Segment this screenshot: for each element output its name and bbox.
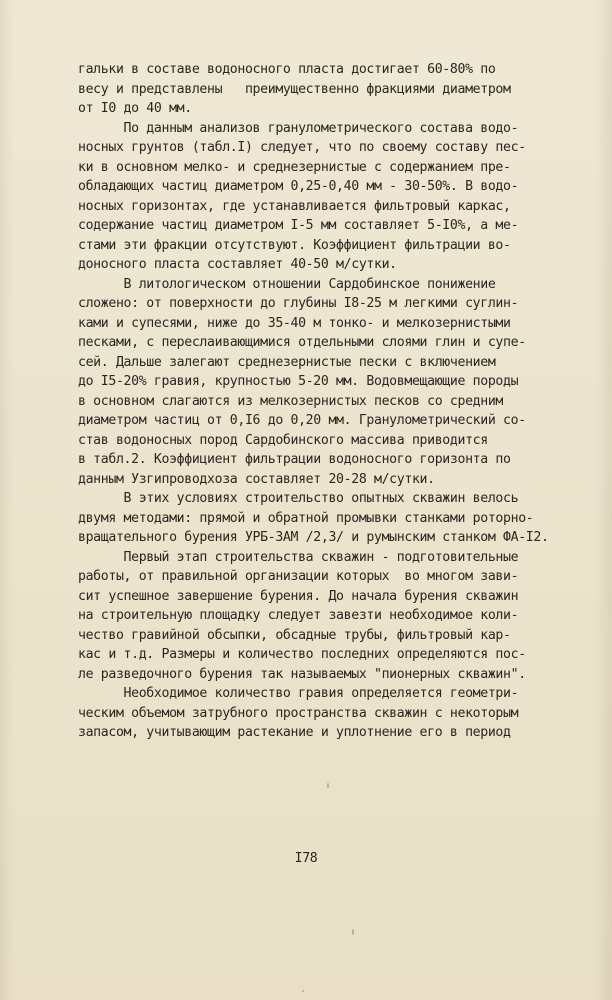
text-line: носных грунтов (табл.I) следует, что по своему составу пес- (78, 140, 526, 155)
text-line: до I5-20% гравия, крупностью 5-20 мм. Водовмещающие породы (78, 374, 519, 389)
text-line: содержание частиц диаметром I-5 мм составляет 5-I0%, а ме- (78, 218, 519, 233)
text-line: на строительную площадку следует завезти необходимое коли- (78, 608, 519, 623)
text-line: двумя методами: прямой и обратной промывки станками роторно- (78, 510, 534, 526)
page-number: I78 (294, 851, 318, 866)
text-line: чество гравийной обсыпки, обсадные трубы, фильтровый кар- (78, 627, 511, 643)
text-line: ле разведочного бурения так называемых "пионерных скважин". (78, 666, 526, 682)
text-line: ками и супесями, ниже до 35-40 м тонко- и мелкозернистыми (78, 315, 511, 331)
paper-speck (352, 929, 354, 935)
text-line: ческим объемом затрубного пространства скважин с некоторым (78, 705, 519, 721)
text-line: диаметром частиц от 0,I6 до 0,20 мм. Гранулометрический со- (78, 413, 526, 428)
text-line: В этих условиях строительство опытных скважин велось (78, 491, 519, 506)
text-line: в табл.2. Коэффициент фильтрации водоносного горизонта по (78, 452, 511, 467)
text-line: доносного пласта составляет 40-50 м/сутки. (78, 257, 397, 272)
text-line: весу и представлены преимущественно фракциями диаметром (78, 81, 511, 97)
text-line: сей. Дальше залегают среднезернистые пески с включением (78, 354, 496, 370)
text-line: Первый этап строительства скважин - подготовительные (78, 549, 519, 565)
text-line: сложено: от поверхности до глубины I8-25 м легкими суглин- (78, 296, 519, 311)
text-line: ки в основном мелко- и среднезернистые с содержанием пре- (78, 159, 511, 175)
text-line: работы, от правильной организации которых во многом зави- (78, 569, 519, 584)
text-line: сит успешное завершение бурения. До начала бурения скважин (78, 588, 519, 604)
paper-speck (327, 783, 329, 788)
text-line: Необходимое количество гравия определяется геометри- (78, 686, 519, 701)
text-line: вращательного бурения УРБ-3АМ /2,3/ и румынским станком ФА-I2. (78, 530, 549, 545)
body-text (78, 60, 598, 743)
text-line: став водоносных пород Сардобинского массива приводится (78, 432, 488, 448)
paper-speck (302, 990, 304, 992)
text-line: гальки в составе водоносного пласта достигает 60-80% по (78, 62, 496, 77)
text-line: носных горизонтах, где устанавливается фильтровый каркас, (78, 198, 511, 214)
text-line: обладающих частиц диаметром 0,25-0,40 мм - 30-50%. В водо- (78, 179, 519, 194)
text-line: песками, с переслаивающимися отдельными слоями глин и супе- (78, 335, 526, 350)
text-line: в основном слагаются из мелкозернистых песков со средним (78, 393, 504, 409)
text-line: запасом, учитывающим растекание и уплотнение его в период (78, 725, 511, 740)
text-line: В литологическом отношении Сардобинское понижение (78, 276, 496, 292)
text-line: По данным анализов гранулометрического состава водо- (78, 120, 519, 136)
text-line: стами эти фракции отсутствуют. Коэффициент фильтрации во- (78, 237, 511, 253)
text-line: кас и т.д. Размеры и количество последних определяются пос- (78, 647, 526, 662)
text-line: от I0 до 40 мм. (78, 101, 192, 116)
text-line: данным Узгипроводхоза составляет 20-28 м/сутки. (78, 471, 435, 487)
